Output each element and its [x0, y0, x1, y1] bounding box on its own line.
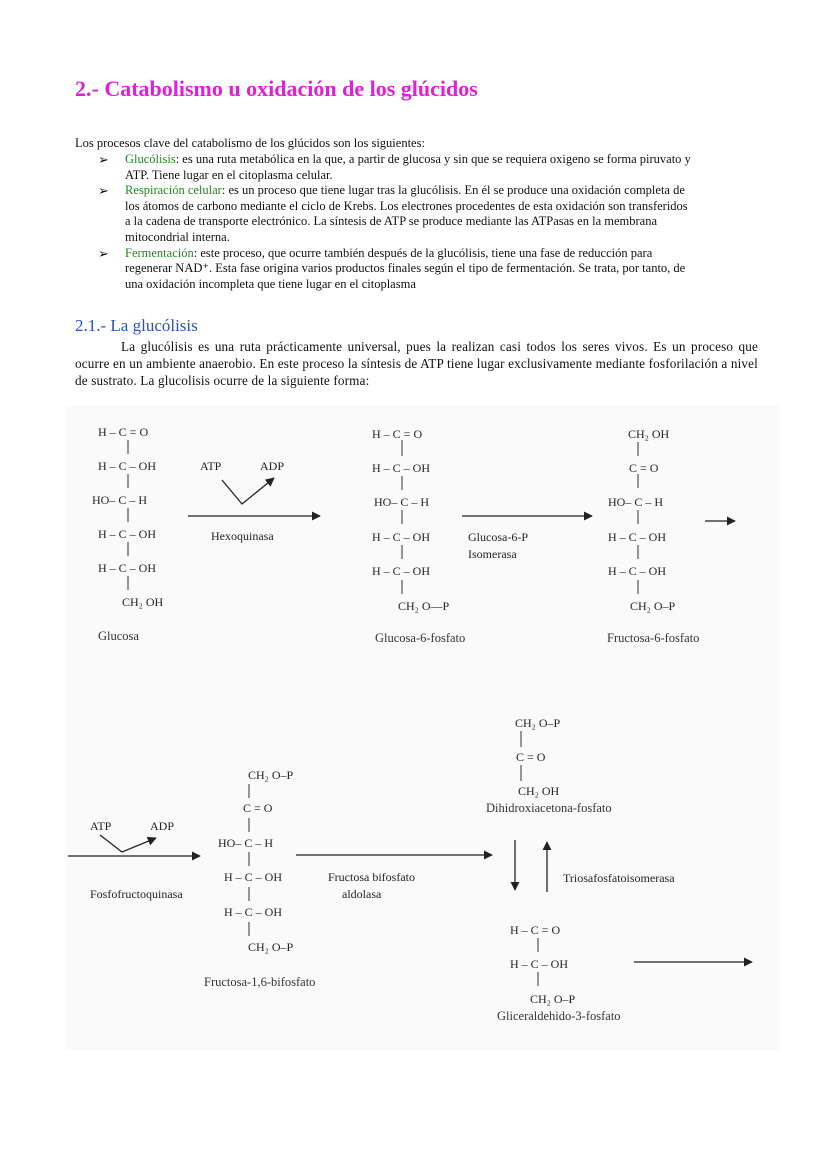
- glycolysis-diagram-svg: [0, 400, 828, 1060]
- compound-label-g6p: Glucosa-6-fosfato: [375, 631, 466, 645]
- list-item-glucolisis: ➢ Glucólisis: es una ruta metabólica en la que, a partir de glucosa y sin que se requiera oxigeno se forma piruvato y ATP. Tiene lugar en el citoplasma celular.: [98, 152, 691, 182]
- compound-label-glucosa: Glucosa: [98, 629, 139, 643]
- structure-row: CH₂ O–P: [530, 992, 576, 1006]
- structure-row: C = O: [629, 461, 659, 475]
- structure-row: CH₂ OH: [628, 427, 670, 441]
- structure-row: H – C = O: [98, 425, 149, 439]
- term-glucolisis: Glucólisis: [125, 152, 176, 166]
- enzyme-glucosa-6-p: Glucosa-6-P: [468, 530, 528, 544]
- structure-row: H – C = O: [510, 923, 561, 937]
- structure-row: H – C – OH: [98, 561, 157, 575]
- atp-label: ATP: [200, 459, 222, 473]
- structure-row: H – C – OH: [98, 527, 157, 541]
- process-list: [98, 152, 758, 292]
- structure-row: HO– C – H: [92, 493, 148, 507]
- compound-label-g3p: Gliceraldehido-3-fosfato: [497, 1009, 621, 1023]
- intro-text: Los procesos clave del catabolismo de los glúcidos son los siguientes:: [75, 136, 425, 150]
- structure-row: CH₂ OH: [122, 595, 164, 609]
- structure-row: H – C – OH: [510, 957, 569, 971]
- structure-row: HO– C – H: [374, 495, 430, 509]
- structure-row: C = O: [243, 801, 273, 815]
- section-title: 2.1.- La glucólisis: [75, 316, 198, 335]
- structure-row: CH₂ O–P: [248, 768, 294, 782]
- structure-row: H – C – OH: [372, 461, 431, 475]
- enzyme-isomerasa: Isomerasa: [468, 547, 517, 561]
- list-item-respiracion: ➢ Respiración celular: es un proceso que tiene lugar tras la glucólisis. En él se produce una oxidación completa de los átomos de carbono mediante el ciclo de Krebs. Los electrones procedentes de esta oxidación son transferidos a la cadena de transporte electrónico. La síntesis de ATP se produce mediante las ATPasas en la membrana mitocondrial interna.: [98, 183, 688, 244]
- arrowhead-bullet-icon: ➢: [98, 245, 109, 261]
- term-respiracion: Respiración celular: [125, 183, 222, 198]
- structure-row: HO– C – H: [608, 495, 664, 509]
- enzyme-hexoquinasa: Hexoquinasa: [211, 529, 274, 543]
- glycolysis-diagram: [0, 400, 828, 1060]
- structure-row: H – C – OH: [372, 564, 431, 578]
- list-item-fermentacion: ➢ Fermentación: este proceso, que ocurre también después de la glucólisis, tiene una fase de reducción para regenerar NAD⁺. Esta fase origina varios productos finales según el tipo de fermentación. Se trata, por tanto, de una oxidación incompleta que tiene lugar en el citoplasma: [98, 245, 686, 291]
- compound-label-f6p: Fructosa-6-fosfato: [607, 631, 700, 645]
- structure-row: H – C – OH: [98, 459, 157, 473]
- structure-row: CH₂ OH: [518, 784, 560, 798]
- structure-row: H – C – OH: [224, 870, 283, 884]
- enzyme-fosfofructoquinasa: Fosfofructoquinasa: [90, 887, 183, 901]
- atp-label: ATP: [90, 819, 112, 833]
- enzyme-aldolasa: aldolasa: [342, 887, 382, 901]
- structure-row: HO– C – H: [218, 836, 274, 850]
- page-title: 2.- Catabolismo u oxidación de los glúcidos: [75, 76, 478, 101]
- arrowhead-bullet-icon: ➢: [98, 152, 109, 167]
- structure-row: CH₂ O—P: [398, 599, 450, 613]
- enzyme-triosafosfatoisomerasa: Triosafosfatoisomerasa: [563, 871, 675, 885]
- structure-row: CH₂ O–P: [630, 599, 676, 613]
- section-paragraph: La glucólisis es una ruta prácticamente universal, pues la realizan casi todos los seres vivos. Es un proceso que ocurre en un ambiente anaerobio. En este proceso la síntesis de ATP tiene lugar exclusivamente mediante fosforilación a nivel de sustrato. La glucolisis ocurre de la siguiente forma:: [75, 339, 759, 388]
- structure-row: H – C – OH: [608, 564, 667, 578]
- structure-row: CH₂ O–P: [248, 940, 294, 954]
- arrowhead-bullet-icon: ➢: [98, 183, 109, 199]
- adp-label: ADP: [260, 459, 285, 473]
- structure-row: H – C – OH: [372, 530, 431, 544]
- structure-row: H – C = O: [372, 427, 423, 441]
- term-fermentacion: Fermentación: [125, 245, 194, 260]
- enzyme-fructosa-bifosfato: Fructosa bifosfato: [328, 870, 415, 884]
- compound-label-f16bp: Fructosa-1,6-bifosfato: [204, 975, 316, 989]
- structure-row: C = O: [516, 750, 546, 764]
- adp-label: ADP: [150, 819, 175, 833]
- structure-row: CH₂ O–P: [515, 716, 561, 730]
- structure-row: H – C – OH: [608, 530, 667, 544]
- compound-label-dhap: Dihidroxiacetona-fosfato: [486, 801, 612, 815]
- structure-row: H – C – OH: [224, 905, 283, 919]
